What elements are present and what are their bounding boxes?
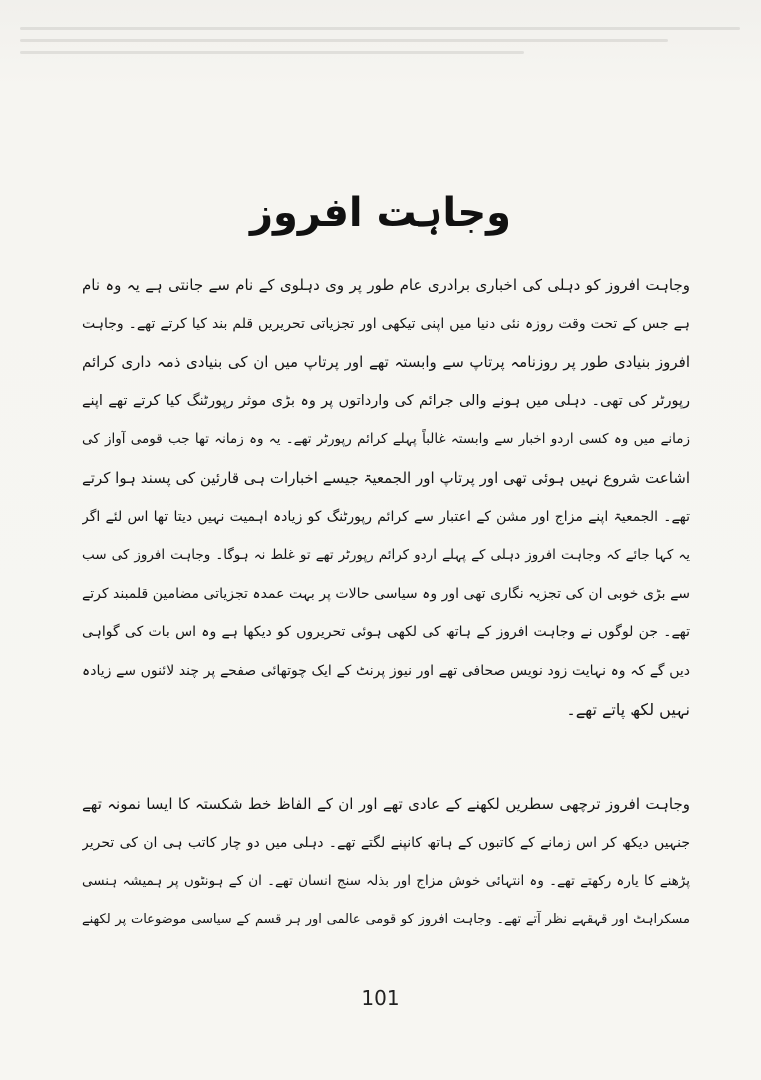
page-title: وجاہت افروز (249, 190, 512, 236)
text-line: وجاہت افروز ترچھی سطریں لکھنے کے عادی تھے اور ان کے الفاظ خط شکستہ کا ایسا نمونہ تھے (82, 795, 690, 813)
text-line: مسکراہٹ اور قہقہے نظر آتے تھے۔ وجاہت افروز کو قومی عالمی اور ہر قسم کے سیاسی موضوعات پر لکھنے (82, 911, 690, 927)
text-line: افروز بنیادی طور پر روزنامہ پرتاپ سے وابستہ تھے اور پرتاپ میں ان کی بنیادی ذمہ داری کرائم (82, 353, 690, 372)
text-line: ہے جس کے تحت وقت روزہ نئی دنیا میں اپنی تیکھی اور تجزیاتی تحریریں قلم بند کیا کرتے تھے۔ وجاہت (82, 315, 690, 332)
text-line: تھے۔ الجمعیۃ اپنے مزاج اور مشن کے اعتبار سے کرائم رپورٹنگ کو زیادہ اہمیت نہیں دیتا تھا اس لئے اگر (82, 508, 690, 525)
text-line: تھے۔ جن لوگوں نے وجاہت افروز کے ہاتھ کی لکھی ہوئی تحریروں کو دیکھا ہے وہ اس بات کی گواہی (82, 624, 690, 641)
paragraph-1 (82, 266, 690, 729)
text-line: یہ کہا جائے کہ وجاہت افروز دہلی کے پہلے اردو کرائم رپورٹر تھے تو غلط نہ ہوگا۔ وجاہت افروز کی سب (82, 547, 690, 564)
page-number: 101 (361, 986, 400, 1010)
text-line: نہیں لکھ پاتے تھے۔ (566, 699, 690, 719)
text-line: رپورٹر کی تھی۔ دہلی میں ہونے والی جرائم کی وارداتوں پر وہ بڑی موثر رپورٹنگ کیا کرتے تھے اپنے (82, 392, 690, 409)
paragraph-2 (82, 785, 690, 939)
text-line: پڑھنے کا یارہ رکھتے تھے۔ وہ انتہائی خوش مزاج اور بذلہ سنج انسان تھے۔ ان کے ہونٹوں پر ہمیشہ ہنسی (82, 873, 690, 890)
text-line: سے بڑی خوبی ان کی تجزیہ نگاری تھی اور وہ سیاسی حالات پر بہت عمدہ تجزیاتی مضامین قلمبند کرتے (82, 585, 690, 602)
text-line: اشاعت شروع نہیں ہوئی تھی اور پرتاپ اور الجمعیۃ جیسے اخبارات ہی قارئین کی پسند ہوا کرتے (82, 468, 690, 487)
text-line: دیں گے کہ وہ نہایت زود نویس صحافی تھے اور نیوز پرنٹ کے ایک چوتھائی صفحے پر چند لائنوں سے زیادہ (82, 662, 690, 679)
text-line: زمانے میں وہ کسی اردو اخبار سے وابستہ غالباً پہلے کرائم رپورٹر تھے۔ یہ وہ زمانہ تھا جب قومی آواز کی (82, 431, 690, 448)
text-line: وجاہت افروز کو دہلی کی اخباری برادری عام طور پر وی دہلوی کے نام سے جانتی ہے یہ وہ نام (82, 276, 690, 294)
text-line: جنہیں دیکھ کر اس زمانے کے کاتبوں کے ہاتھ کانپنے لگتے تھے۔ دہلی میں دو چار کاتب ہی ان کی تحریر (82, 834, 690, 851)
bleed-through-text (20, 18, 740, 88)
